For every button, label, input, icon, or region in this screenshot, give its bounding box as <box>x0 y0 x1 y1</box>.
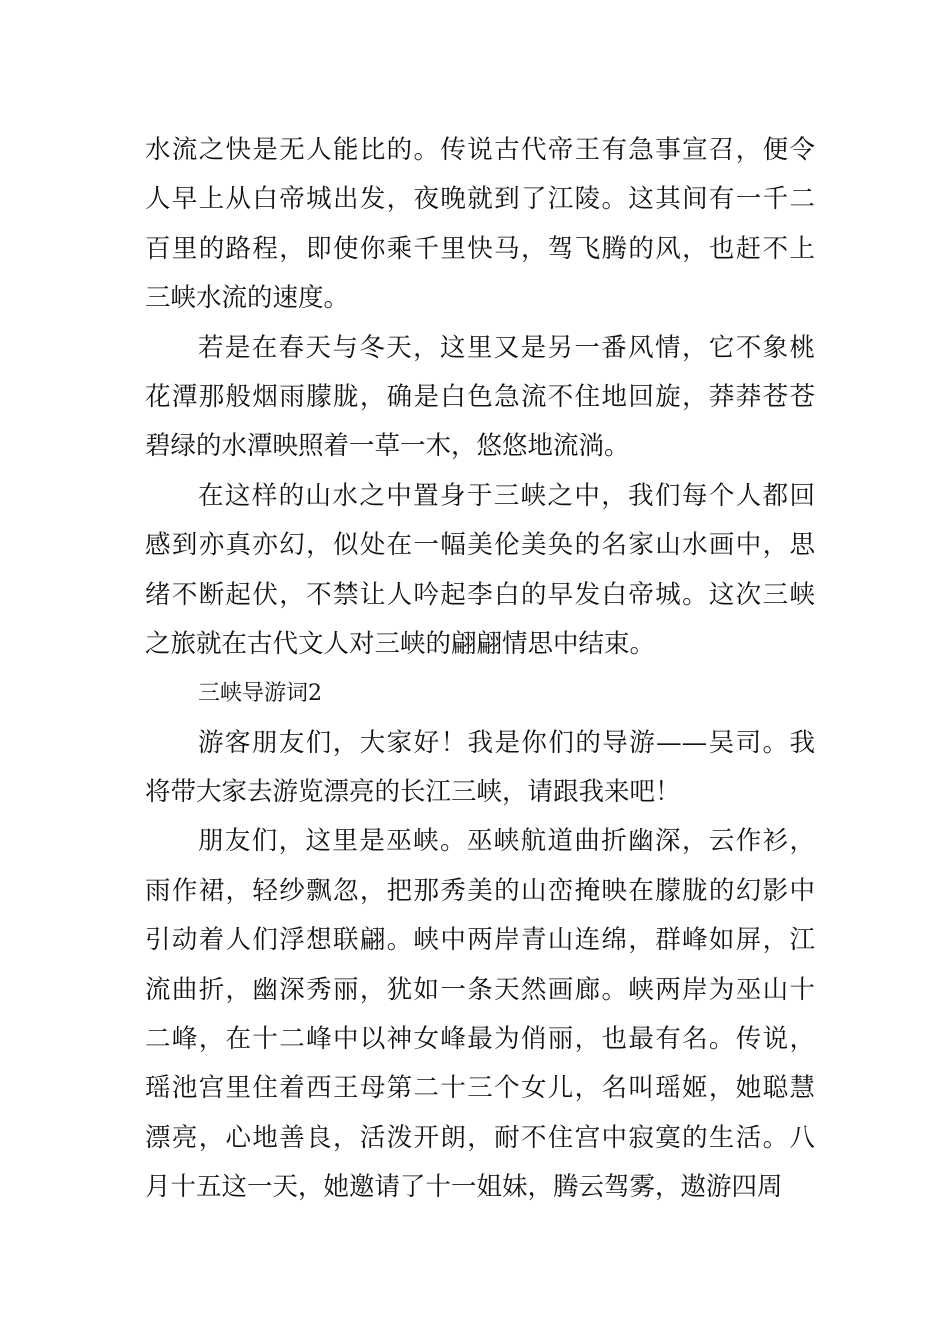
text-line: 之旅就在古代文人对三峡的翩翩情思中结束。 <box>145 628 656 659</box>
text-line: 百里的路程，即使你乘千里快马，驾飞腾的风，也赶不上 <box>145 233 815 264</box>
text-line: 瑶池宫里住着西王母第二十三个女儿，名叫瑶姬，她聪慧 <box>145 1073 815 1104</box>
text-line: 在这样的山水之中置身于三峡之中，我们每个人都回 <box>198 480 815 511</box>
heading-text: 三峡导游词2 <box>198 681 322 707</box>
text-line: 将带大家去游览漂亮的长江三峡，请跟我来吧！ <box>145 777 681 808</box>
paragraph <box>145 324 815 472</box>
text-line: 雨作裙，轻纱飘忽，把那秀美的山峦掩映在朦胧的幻影中 <box>145 875 815 906</box>
text-line: 三峡水流的速度。 <box>145 283 350 314</box>
paragraph <box>145 126 815 324</box>
section-heading <box>145 669 815 718</box>
text-line: 人早上从白帝城出发，夜晚就到了江陵。这其间有一千二 <box>145 184 815 215</box>
text-line: 流曲折，幽深秀丽，犹如一条天然画廊。峡两岸为巫山十 <box>145 974 815 1005</box>
text-line: 漂亮，心地善良，活泼开朗，耐不住宫中寂寞的生活。八 <box>145 1122 815 1153</box>
text-line: 二峰，在十二峰中以神女峰最为俏丽，也最有名。传说， <box>145 1024 815 1055</box>
text-line: 朋友们，这里是巫峡。巫峡航道曲折幽深，云作衫， <box>198 826 815 857</box>
text-line: 水流之快是无人能比的。传说古代帝王有急事宣召，便令 <box>145 135 815 165</box>
text-line: 引动着人们浮想联翩。峡中两岸青山连绵，群峰如屏，江 <box>145 925 815 956</box>
text-line: 绪不断起伏，不禁让人吟起李白的早发白帝城。这次三峡 <box>145 579 815 610</box>
text-line: 感到亦真亦幻，似处在一幅美伦美奂的名家山水画中，思 <box>145 530 815 561</box>
text-line: 游客朋友们，大家好！我是你们的导游——吴司。我 <box>198 727 815 758</box>
paragraph <box>145 719 815 818</box>
text-line: 碧绿的水潭映照着一草一木，悠悠地流淌。 <box>145 431 630 462</box>
text-line: 月十五这一天，她邀请了十一姐妹，腾云驾雾，遨游四周 <box>145 1172 783 1203</box>
paragraph <box>145 817 815 1212</box>
text-line: 若是在春天与冬天，这里又是另一番风情，它不象桃 <box>198 332 815 363</box>
paragraph <box>145 472 815 670</box>
document-text <box>145 126 815 1213</box>
text-line: 花潭那般烟雨朦胧，确是白色急流不住地回旋，莽莽苍苍 <box>145 381 815 412</box>
